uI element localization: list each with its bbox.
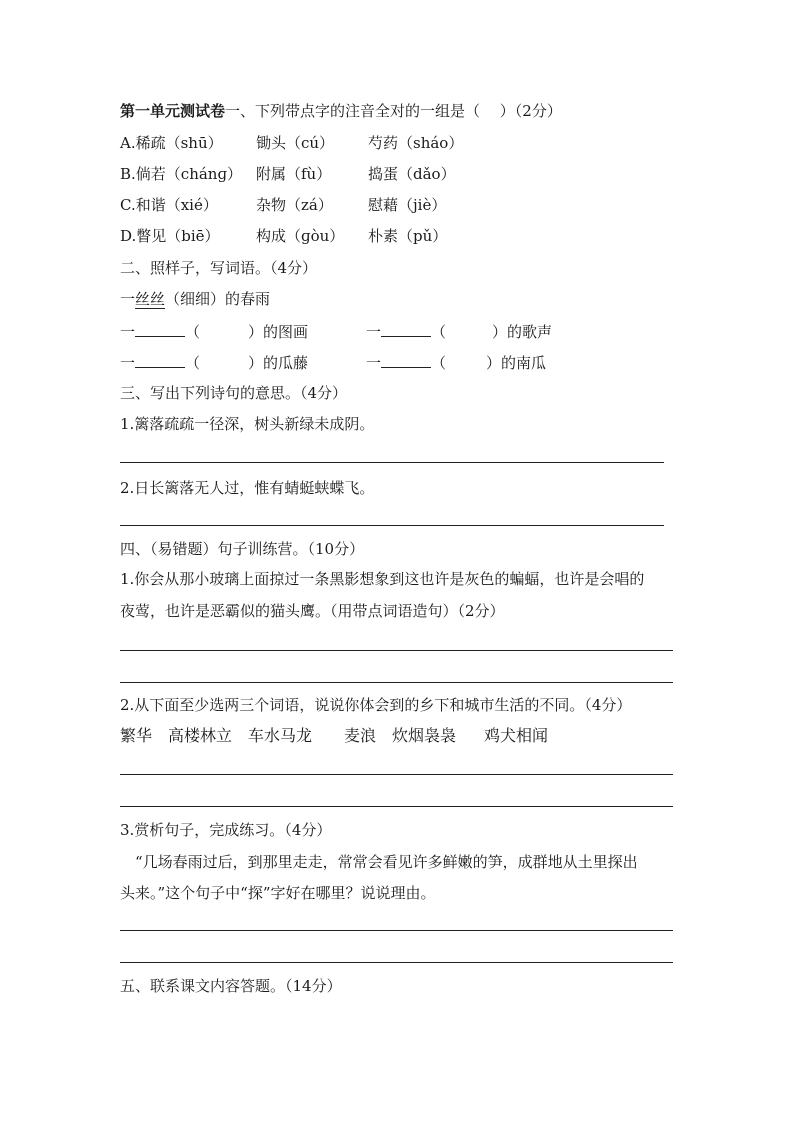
- page-title: 第一单元测试卷: [120, 102, 226, 120]
- q1-option-d: [120, 226, 447, 246]
- option-word: D.瞥见（biē）: [120, 227, 220, 245]
- q1-option-a: [120, 133, 463, 153]
- q2-item: 的图画: [263, 323, 309, 341]
- answer-line[interactable]: [120, 962, 673, 963]
- q4-s3-quote-2: 头来。”这个句子中“探”字好在哪里？说说理由。: [120, 884, 436, 902]
- q4-s1-line-2: 夜莺，也许是恶霸似的猫头鹰。（用带点词语造句）（2分）: [120, 602, 505, 620]
- q4-heading: 四、（易错题）句子训练营。（10分）: [120, 540, 365, 558]
- option-word: 附属（fù）: [256, 165, 332, 183]
- option-word: 芍药（sháo）: [368, 134, 464, 152]
- paren-close: ）: [248, 354, 264, 372]
- option-word: B.倘若（chánɡ）: [120, 165, 243, 183]
- q5-heading: 五、联系课文内容答题。（14分）: [120, 977, 342, 995]
- fill-blank[interactable]: [381, 351, 431, 368]
- heading-line-1: [120, 101, 562, 121]
- q4-word-list: [120, 726, 548, 746]
- q1-heading: 一、下列带点字的注音全对的一组是（ ）（2分）: [225, 102, 562, 120]
- answer-line[interactable]: [120, 774, 673, 775]
- word-item: 鸡犬相闻: [484, 726, 549, 745]
- option-word: 慰藉（jiè）: [368, 196, 447, 214]
- q2-item: 的瓜藤: [263, 354, 309, 372]
- option-word: 锄头（cú）: [256, 134, 335, 152]
- q1-option-c: [120, 195, 446, 215]
- word-item: 麦浪: [344, 726, 377, 745]
- example-underlined: 丝丝: [135, 290, 166, 308]
- yi-label: 一: [366, 323, 382, 341]
- q4-s3-quote-1: “几场春雨过后，到那里走走，常常会看见许多鲜嫩的笋，成群地从土里探出: [135, 853, 638, 871]
- q4-s1-line-1: 1.你会从那小玻璃上面掠过一条黑影想象到这也许是灰色的蝙蝠，也许是会唱的: [120, 570, 645, 588]
- fill-blank[interactable]: [135, 320, 185, 337]
- yi-label: 一: [120, 323, 136, 341]
- example-suffix: （细细）的春雨: [165, 290, 271, 308]
- q3-heading: 三、写出下列诗句的意思。（4分）: [120, 384, 348, 402]
- q4-s2-line-1: 2.从下面至少选两三个词语，说说你体会到的乡下和城市生活的不同。（4分）: [120, 696, 632, 714]
- answer-line[interactable]: [120, 462, 664, 463]
- q4-s3-line-1: 3.赏析句子，完成练习。（4分）: [120, 821, 332, 839]
- answer-line[interactable]: [120, 930, 673, 931]
- paren-open: （: [185, 323, 201, 341]
- option-word: 捣蛋（dǎo）: [368, 165, 456, 183]
- q2-item: 的南瓜: [501, 354, 547, 372]
- q2-heading: 二、照样子，写词语。（4分）: [120, 259, 318, 277]
- paren-open: （: [431, 323, 447, 341]
- yi-label: 一: [366, 354, 382, 372]
- word-item: 繁华: [120, 726, 153, 745]
- option-word: A.稀疏（shū）: [120, 134, 223, 152]
- q2-item: 的歌声: [507, 323, 553, 341]
- answer-line[interactable]: [120, 682, 673, 683]
- q2-row-2: [120, 351, 546, 373]
- q3-poem-line-1: 1.篱落疏疏一径深，树头新绿未成阴。: [120, 415, 375, 433]
- q3-poem-line-2: 2.日长篱落无人过，惟有蜻蜓蛱蝶飞。: [120, 479, 375, 497]
- paren-close: ）: [486, 354, 502, 372]
- word-item: 高楼林立: [168, 726, 233, 745]
- word-item: 车水马龙: [248, 726, 313, 745]
- q1-option-b: [120, 164, 456, 184]
- option-word: C.和谐（xié）: [120, 196, 218, 214]
- answer-line[interactable]: [120, 650, 673, 651]
- q2-example: [120, 289, 270, 309]
- fill-blank[interactable]: [135, 351, 185, 368]
- option-word: 杂物（zá）: [256, 196, 333, 214]
- option-word: 构成（ɡòu）: [256, 227, 345, 245]
- answer-line[interactable]: [120, 525, 664, 526]
- example-prefix: 一: [120, 290, 136, 308]
- answer-line[interactable]: [120, 806, 673, 807]
- paren-open: （: [185, 354, 201, 372]
- option-word: 朴素（pǔ）: [368, 227, 448, 245]
- paren-close: ）: [492, 323, 508, 341]
- q2-row-1: [120, 320, 552, 342]
- paren-open: （: [431, 354, 447, 372]
- fill-blank[interactable]: [381, 320, 431, 337]
- word-item: 炊烟袅袅: [392, 726, 457, 745]
- paren-close: ）: [248, 323, 264, 341]
- yi-label: 一: [120, 354, 136, 372]
